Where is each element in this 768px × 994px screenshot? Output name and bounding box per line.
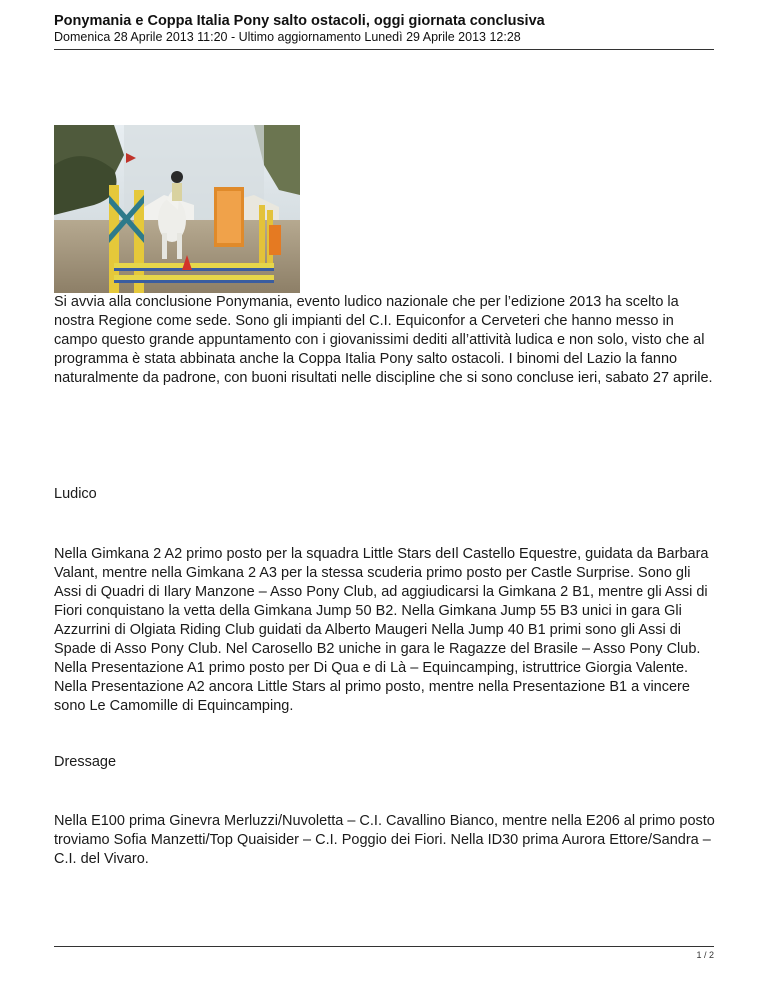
section-heading-dressage: Dressage — [54, 754, 117, 770]
article-intro: Si avvia alla conclusione Ponymania, evento ludico nazionale che per l’edizione 2013 ha scelto la nostra Regione come sede. Sono gli impianti del C.I. Equiconfor a Cerveteri che hanno messo in campo questo grande appuntamento con i giovanissimi dediti all’attività ludica e non solo, visto che al programma è stata abbinata anche la Coppa Italia Pony salto ostacoli. I binomi del Lazio la fanno naturalmente da padrone, con buoni risultati nelle discipline che si sono concluse ieri, sabato 27 aprile. — [54, 294, 713, 386]
page-number: 1 / 2 — [696, 950, 714, 960]
article-title: Ponymania e Coppa Italia Pony salto ostacoli, oggi giornata conclusiva — [54, 13, 545, 29]
article-date: Domenica 28 Aprile 2013 11:20 - Ultimo aggiornamento Lunedì 29 Aprile 2013 12:28 — [54, 30, 521, 44]
section-heading-ludico: Ludico — [54, 486, 97, 502]
section-text-ludico: Nella Gimkana 2 A2 primo posto per la squadra Little Stars deIl Castello Equestre, guidata da Barbara Valant, mentre nella Gimkana 2 A3 per la stessa scuderia primo posto per Castle Surprise. Sono gli Assi di Quadri di Ilary Manzone – Asso Pony Club, ad aggiudicarsi la Gimkana 2 B1, mentre gli Assi di Fiori conquistano la vetta della Gimkana Jump 50 B2. Nella Gimkana Jump 55 B3 unici in gara Gli Azzurrini di Olgiata Riding Club guidati da Alberto Maugeri Nella Jump 40 B1 primi sono gli Assi di Spade di Asso Pony Club. Nel Carosello B2 uniche in gara le Ragazze del Brasile – Asso Pony Club. Nella Presentazione A1 primo posto per Di Qua e di Là – Equincamping, istruttrice Giorgia Valente. Nella Presentazione A2 ancora Little Stars al primo posto, mentre nella Presentazione B1 a vincere sono Le Camomille di Equincamping. — [54, 546, 709, 714]
page-header — [54, 13, 714, 45]
footer-divider — [54, 946, 714, 947]
section-text-dressage: Nella E100 prima Ginevra Merluzzi/Nuvoletta – C.I. Cavallino Bianco, mentre nella E206 al primo posto troviamo Sofia Manzetti/Top Quaisider – C.I. Poggio dei Fiori. Nella ID30 prima Aurora Ettore/Sandra – C.I. del Vivaro. — [54, 813, 715, 867]
header-divider — [54, 49, 714, 50]
article-photo — [54, 125, 300, 293]
